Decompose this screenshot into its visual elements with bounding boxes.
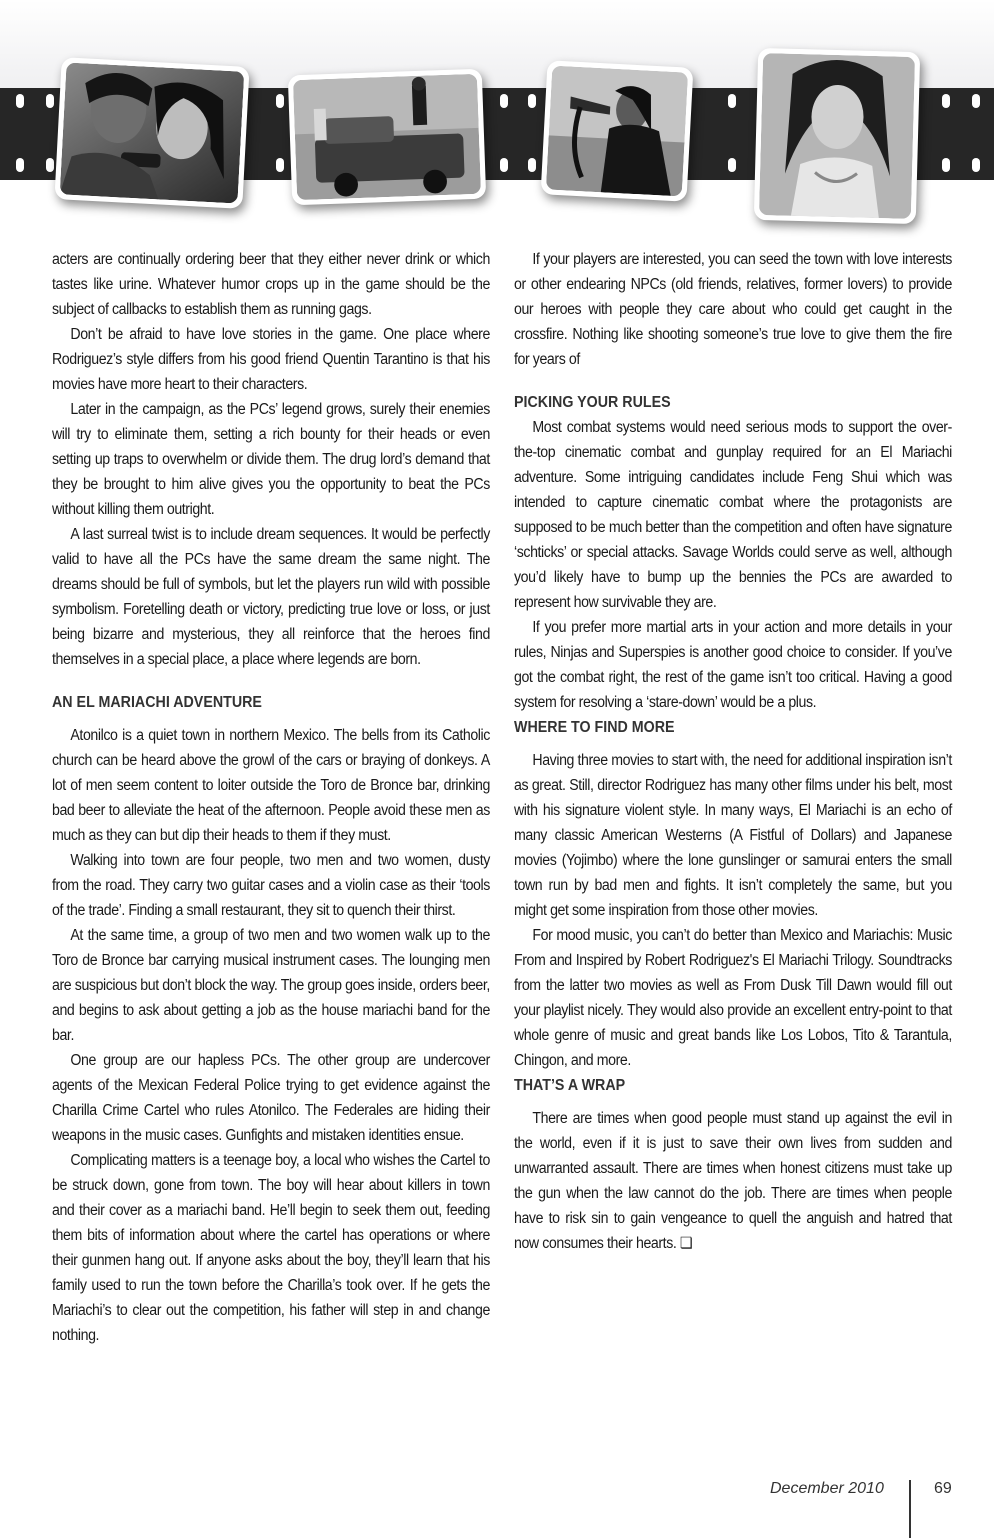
paragraph: A last surreal twist is to include dream sequences. It would be perfectly valid to have all the PCs have the same dream the same night. The dreams should be full of symbols, but let the players run wild with possible symbolism. Foretelling death or victory, predicting true love or loss, or just being bizarre and mysterious, they all reinforce that the heroes find themselves in a special place, a place where legends are born. — [52, 526, 490, 668]
paragraph: Having three movies to start with, the need for additional inspiration isn’t as great. Still, director Rodriguez has many other films under his belt, most with his signature violent style. In many ways, El Mariachi is an echo of many classic American Westerns (A Fistful of Dollars) and Japanese movies (Yojimbo) where the lone gunslinger or samurai enters the small town run by bad men and fights. It isn’t completely the same, but you might get some inspiration from those other movies. — [514, 752, 952, 919]
left-column — [52, 247, 490, 1348]
film-hole — [16, 158, 24, 172]
paragraph: There are times when good people must stand up against the evil in the world, even if it is just to save their own lives from sudden and unwarranted assault. There are times when honest citizens must take up the gun when the law cannot do the job. There are times when people have to risk sin to gain vengeance to quell the anguish and hatred that now consumes their hearts. ❏ — [514, 1110, 952, 1252]
film-hole — [528, 94, 536, 108]
film-hole — [46, 94, 54, 108]
photo-gunman-aiming — [541, 60, 694, 201]
paragraph: Later in the campaign, as the PCs’ legend grows, surely their enemies will try to eliminate them, setting a rich bounty for their heads or even setting up traps to overwhelm or divide them. The drug lord’s demand that they be brought to him alive gives you the opportunity to beat the PCs without killing them outright. — [52, 401, 490, 518]
paragraph: For mood music, you can’t do better than Mexico and Mariachis: Music From and Inspired by Robert Rodriguez's El Mariachi Trilogy. Soundtracks from the latter two movies as well as From Dusk Till Dawn would fill out your playlist nicely. They would also provide an excellent entry-point to that whole genre of music and great bands like Los Lobos, Tito & Tarantula, Chingon, and more. — [514, 927, 952, 1069]
section-heading-adventure: AN EL MARIACHI ADVENTURE — [52, 694, 262, 711]
film-hole — [276, 158, 284, 172]
issue-date: December 2010 — [770, 1480, 884, 1497]
film-hole — [46, 158, 54, 172]
paragraph: Most combat systems would need serious mods to support the over-the-top cinematic combat and gunplay required for an El Mariachi adventure. Some intriguing candidates include Feng Shui which was intended to capture cinematic combat where the protagonists are supposed to be much better than the competition and often have signature ‘schticks’ or special attacks. Savage Worlds could serve as well, although you’d likely have to bump up the bennies the PCs are awarded to represent how survivable they are. — [514, 419, 952, 611]
film-hole — [972, 94, 980, 108]
paragraph: If you prefer more martial arts in your action and more details in your rules, Ninjas and Superspies is another good choice to consider. If you’ve got the combat right, the rest of the game isn’t too critical. Having a good system for resolving a ‘stare-down’ would be a plus. — [514, 619, 952, 711]
paragraph: Complicating matters is a teenage boy, a local who wishes the Cartel to be struck down, gone from town. The boy will hear about killers in town and their cover as a mariachi band. He’ll begin to seek them out, feeding them bits of information about where the cartel has operations or where their gunmen hang out. If anyone asks about the boy, they’ll learn that his family used to run the town before the Charilla’s took over. If he gets the Mariachi’s to clear out the competition, his father will step in and change nothing. — [52, 1152, 490, 1344]
section-heading-rules: PICKING YOUR RULES — [514, 394, 671, 411]
photo-couple-gun — [54, 57, 249, 209]
paragraph: One group are our hapless PCs. The other group are undercover agents of the Mexican Federal Police trying to get evidence against the Charilla Crime Cartel who rules Atonilco. The Federales are hiding their weapons in the music cases. Gunfights and mistaken identities ensue. — [52, 1052, 490, 1144]
film-hole — [500, 158, 508, 172]
paragraph: Atonilco is a quiet town in northern Mexico. The bells from its Catholic church can be heard above the growl of the cars or braying of donkeys. A lot of men seem content to loiter outside the Toro de Bronce bar, drinking bad beer to alleviate the heat of the afternoon. People avoid these men as much as they can but dip their heads to them if they must. — [52, 727, 490, 844]
paragraph: Don’t be afraid to have love stories in the game. One place where Rodriguez’s style differs from his good friend Quentin Tarantino is that his movies have more heart to their characters. — [52, 326, 490, 393]
film-hole — [276, 94, 284, 108]
film-hole — [500, 94, 508, 108]
film-hole — [942, 158, 950, 172]
film-hole — [942, 94, 950, 108]
photo-truck-shootout — [288, 69, 486, 206]
paragraph: If your players are interested, you can seed the town with love interests or other endearing NPCs (old friends, relatives, former lovers) to provide our heroes with people they care about who could get caught in the crossfire. Nothing like shooting someone’s true love to give them the fire for years of — [514, 251, 952, 368]
film-hole — [972, 158, 980, 172]
paragraph: acters are continually ordering beer that they either never drink or which tastes like urine. Whatever humor crops up in the game should be the subject of callbacks to establish them as running gags. — [52, 251, 490, 318]
right-column — [514, 247, 952, 1256]
page-number: 69 — [934, 1480, 952, 1497]
photo-woman-portrait — [754, 48, 920, 224]
paragraph: At the same time, a group of two men and two women walk up to the Toro de Bronce bar carrying musical instrument cases. The lounging men are suspicious but don’t block the way. The group goes inside, orders beer, and begins to ask about getting a job as the house mariachi band for the bar. — [52, 927, 490, 1044]
film-hole — [528, 158, 536, 172]
section-heading-find-more: WHERE TO FIND MORE — [514, 719, 675, 736]
film-hole — [16, 94, 24, 108]
section-heading-wrap: THAT’S A WRAP — [514, 1077, 626, 1094]
footer-divider — [909, 1480, 911, 1538]
film-hole — [728, 158, 736, 172]
paragraph: Walking into town are four people, two men and two women, dusty from the road. They carry two guitar cases and a violin case as their ‘tools of the trade’. Finding a small restaurant, they sit to quench their thirst. — [52, 852, 490, 919]
film-hole — [728, 94, 736, 108]
